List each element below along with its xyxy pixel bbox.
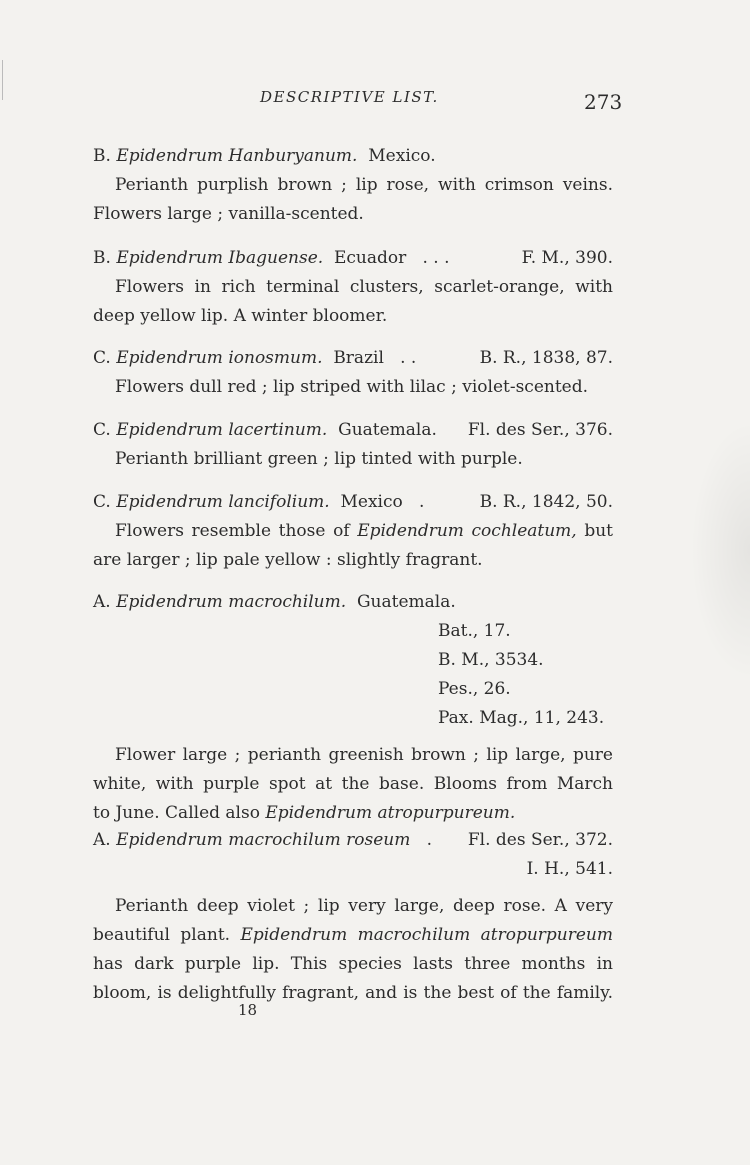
entry-letter: B. (93, 146, 111, 166)
locality: Brazil (333, 348, 384, 368)
entry-macrochilum-roseum (93, 826, 613, 1008)
description-line: Flowers large ; vanilla-scented. (93, 204, 364, 224)
description-line (93, 921, 613, 950)
entry-letter: C. (93, 420, 111, 440)
description-line: deep yellow lip. A winter bloomer. (93, 306, 388, 326)
reference: Fl. des Ser., 372. (467, 830, 613, 850)
description-line (93, 799, 613, 828)
species-name: Epidendrum lancifolium. (116, 492, 330, 512)
entry-ibaguense (93, 244, 613, 331)
reference: Bat., 17. (438, 621, 511, 641)
species-name: Epidendrum macrochilum. (116, 592, 347, 612)
entry-letter: A. (93, 830, 111, 850)
species-name: Epidendrum macrochilum roseum (116, 830, 411, 850)
page-edge-mark (2, 60, 3, 100)
entry-ionosmum (93, 344, 613, 402)
italic-species: Epidendrum atropurpureum. (265, 803, 516, 823)
leader-dots: . (418, 492, 425, 512)
entry-macrochilum (93, 588, 613, 828)
leader-dots: . (426, 830, 432, 850)
reference: Pax. Mag., 11, 243. (438, 708, 605, 728)
text-run: but (576, 521, 613, 541)
italic-species: Epidendrum macrochilum atropurpureum (240, 925, 613, 945)
description-line: Perianth purplish brown ; lip rose, with crimson veins. (115, 175, 613, 195)
reference: B. R., 1838, 87. (479, 348, 613, 368)
reference: Pes., 26. (438, 679, 511, 699)
text-run: to June. Called also (93, 803, 266, 823)
leader-dots: . . (400, 348, 417, 368)
signature-mark: 18 (238, 1001, 258, 1019)
italic-species: Epidendrum cochleatum, (357, 521, 577, 541)
entry-lacertinum (93, 416, 613, 474)
description-line: white, with purple spot at the base. Blooms from March (93, 774, 613, 794)
description-line: Flowers in rich terminal clusters, scarlet-orange, with (115, 277, 613, 297)
description-line: Perianth deep violet ; lip very large, deep rose. A very (115, 896, 613, 916)
locality: Guatemala. (356, 592, 456, 612)
reference: F. M., 390. (521, 248, 613, 268)
reference: B. M., 3534. (438, 650, 544, 670)
species-name: Epidendrum Ibaguense. (116, 248, 324, 268)
locality: Mexico. (368, 146, 436, 166)
species-name: Epidendrum ionosmum. (116, 348, 323, 368)
species-name: Epidendrum Hanburyanum. (116, 146, 358, 166)
page-number: 273 (584, 90, 623, 114)
description-line: Flower large ; perianth greenish brown ; lip large, pure (115, 745, 613, 765)
entry-hanburyanum (93, 142, 613, 229)
description-line: bloom, is delightfully fragrant, and is the best of the family. (93, 983, 613, 1003)
leader-dots: . . . (422, 248, 450, 268)
page-shadow (690, 420, 750, 680)
entry-letter: B. (93, 248, 111, 268)
description-line: has dark purple lip. This species lasts three months in (93, 954, 613, 974)
locality: Mexico (340, 492, 403, 512)
description-line: Perianth brilliant green ; lip tinted with purple. (115, 449, 523, 469)
description-line: are larger ; lip pale yellow : slightly fragrant. (93, 550, 483, 570)
description-line: Flowers dull red ; lip striped with lilac ; violet-scented. (115, 377, 589, 397)
text-run: beautiful plant. (93, 925, 241, 945)
reference: B. R., 1842, 50. (479, 492, 613, 512)
entry-letter: C. (93, 348, 111, 368)
entry-letter: A. (93, 592, 111, 612)
running-head: DESCRIPTIVE LIST. (260, 88, 439, 106)
reference: I. H., 541. (526, 859, 613, 879)
reference: Fl. des Ser., 376. (467, 420, 613, 440)
locality: Guatemala. (338, 420, 437, 440)
description-line (93, 517, 613, 546)
entry-lancifolium (93, 488, 613, 575)
locality: Ecuador (334, 248, 407, 268)
species-name: Epidendrum lacertinum. (116, 420, 328, 440)
entry-letter: C. (93, 492, 111, 512)
text-run: Flowers resemble those of (115, 521, 358, 541)
